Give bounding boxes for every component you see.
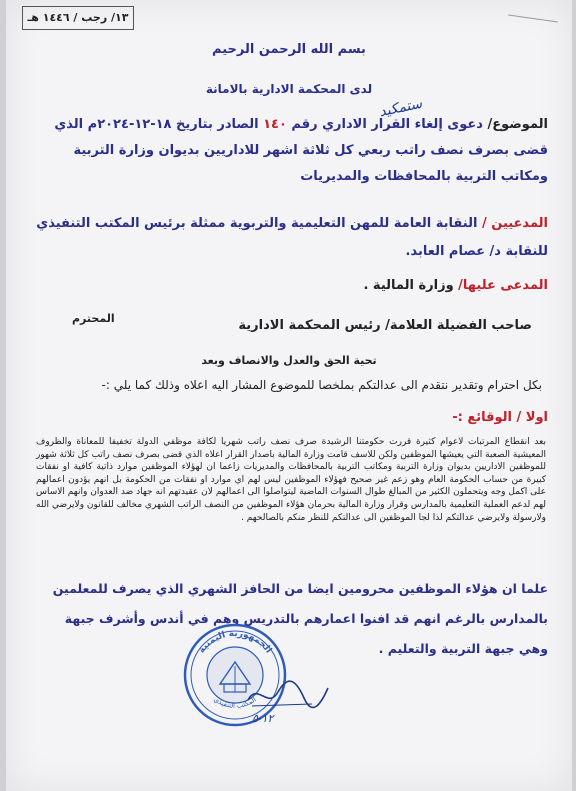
plaintiffs-label: المدعيين /: [481, 216, 548, 231]
defendant-label: المدعى عليها/: [458, 278, 548, 293]
addressee-line: [52, 312, 532, 333]
decision-number: ١٤٠: [263, 117, 287, 132]
plaintiffs-paragraph: [28, 210, 548, 266]
defendant-line: [363, 278, 548, 293]
basmala: بسم الله الرحمن الرحيم: [212, 42, 366, 57]
handwritten-annotation: ستمكيد: [377, 95, 424, 121]
seal-top-text: الجمهورية اليمنية: [196, 628, 274, 656]
respect-line: بكل احترام وتقدير نتقدم الى عدالتكم بملخصا للموضوع المشار اليه اعلاه وذلك كما يلي :-: [101, 378, 542, 392]
defendant-text: وزارة المالية .: [363, 278, 459, 293]
date-box: ١٣/ رجب / ١٤٤٦ هـ: [22, 6, 134, 30]
greeting: تحية الحق والعدل والانصاف وبعد: [201, 354, 377, 367]
seal-bottom-text: المكتب التنفيذي: [212, 695, 258, 710]
handwritten-signature: [242, 676, 332, 716]
addressee-text: صاحب الفضيلة العلامة/ رئيس المحكمة الادارية: [238, 318, 532, 333]
section-title: اولا / الوقائع :-: [452, 410, 548, 425]
emphasis-paragraph: علما ان هؤلاء الموظفين محرومين ايضا من الحافز الشهري الذي يصرف للمعلمين بالمدارس بالرغم انهم قد افنوا اعمارهم بالتدريس وهم في أندس وأشرف جبهة وهي جبهة التربية والتعليم .: [52, 581, 548, 656]
document-paper: [6, 0, 572, 791]
subject-paragraph: [48, 112, 548, 190]
plaintiffs-text: النقابة العامة للمهن التعليمية والتربوية ممثلة برئيس المكتب التنفيذي للنقابة د/ عصام العابد.: [36, 216, 548, 259]
honorific: المحترم: [72, 312, 115, 325]
facts-paragraph: بعد انقطاع المرتبات لاعوام كثيرة قررت حكومتنا الرشيدة صرف نصف راتب شهريا لكافة موظفي الدولة تخفيفا للمعاناة والظروف المعيشية الصعبة التي يعيشها الموظفين ولكن للاسف قامت وزارة المالية باصدار القرار اعلاه الذي قضى بصرف نصف راتب كل ثلاثة شهور للموظفين الاداريين بديوان وزارة التربية ومكاتب التربية بالمحافظات والمديريات زاعما ان لهؤلاء الموظفين موارد ذاتية كافية او نفقات كبيرة من حساب الحكومة العام وهو زعم غير صحيح فهؤلاء الموظفين ليس لهم اي موارد او نفقات من الحكومة بل انهم يؤدون اعمالهم على اكمل وجه ويتحملون الكثير من المبالغ طوال السنوات الماضية ليتواصلوا الى اعمالهم لان عقيدتهم انه جهاد ضد العدوان وانهم الاساس لهم لدعم العملية التعليمية بالمدارس وقرار وزارة المالية بحرمان هؤلاء الموظفين من النصف الراتب الشهري مخالف للقانون ولايرضي الله ولارسولة ولايرضي عدالتكم لذا لجا الموظفين الى عدالتكم للنظر منكم بالصالحهم .: [36, 437, 546, 523]
edge-mark: [508, 15, 558, 23]
subject-text-1: دعوى إلغاء القرار الاداري رقم: [286, 117, 488, 132]
subject-label: الموضوع/: [487, 117, 548, 132]
court-name: لدى المحكمة الادارية بالامانة: [205, 82, 373, 96]
document-page: [6, 0, 572, 791]
subject-text-2: الصادر بتاريخ ١٨-١٢-٢٠٢٤م الذي قضى بصرف نصف راتب ربعي كل ثلاثة اشهر للاداريين بديوان وزارة التربية ومكاتب التربية بالمحافظات والمديريات: [54, 117, 548, 184]
signature-date: ١٢-٥: [252, 712, 274, 725]
